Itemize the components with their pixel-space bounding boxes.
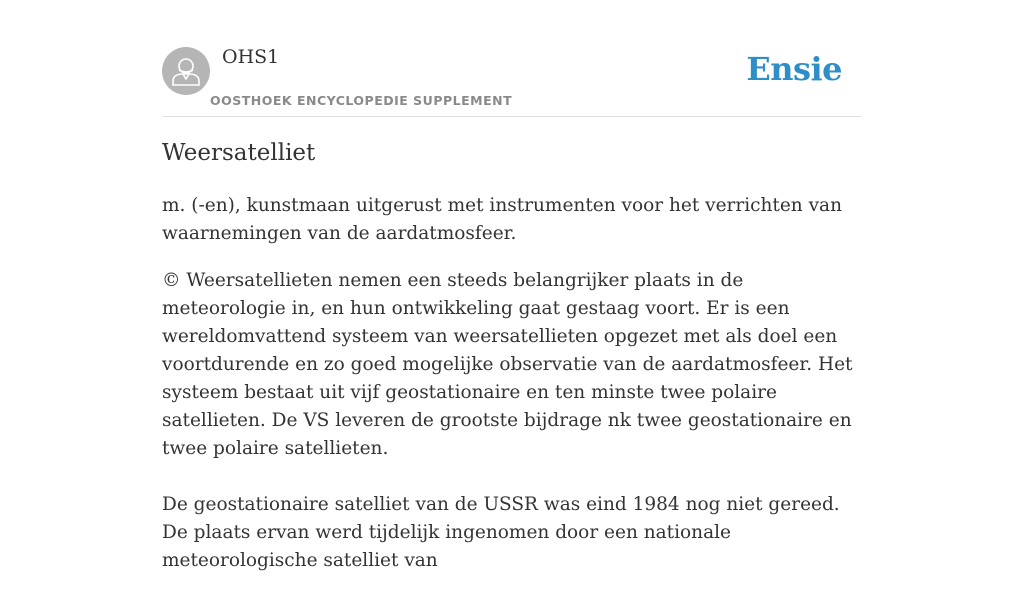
- article-content: [162, 192, 868, 594]
- user-icon: [162, 47, 210, 95]
- ensie-logo[interactable]: Ensie: [746, 50, 842, 88]
- definition-text: m. (-en), kunstmaan uitgerust met instrumenten voor het verrichten van waarnemingen van de aardatmosfeer.: [162, 195, 842, 244]
- avatar[interactable]: [162, 47, 210, 95]
- author-name[interactable]: OHS1: [222, 46, 280, 68]
- article-body-text: © Weersatellieten nemen een steeds belangrijker plaats in de meteorologie in, en hun ontwikkeling gaat gestaag voort. Er is een wereldomvattend systeem van weersatellieten opgezet met als doel een voortdurende en zo goed mogelijke observatie van de aardatmosfeer. Het systeem bestaat uit vijf geostationaire en ten minste twee polaire satellieten. De VS leveren de grootste bijdrage nk twee geostationaire en twee polaire satellieten. De geostationaire satelliet van de USSR was eind 1984 nog niet gereed. De plaats ervan werd tijdelijk ingenomen door een nationale meteorologische satelliet van: [162, 270, 853, 571]
- article-title: Weersatelliet: [162, 140, 316, 166]
- page-header: [162, 0, 862, 117]
- source-label[interactable]: OOSTHOEK ENCYCLOPEDIE SUPPLEMENT: [210, 93, 513, 108]
